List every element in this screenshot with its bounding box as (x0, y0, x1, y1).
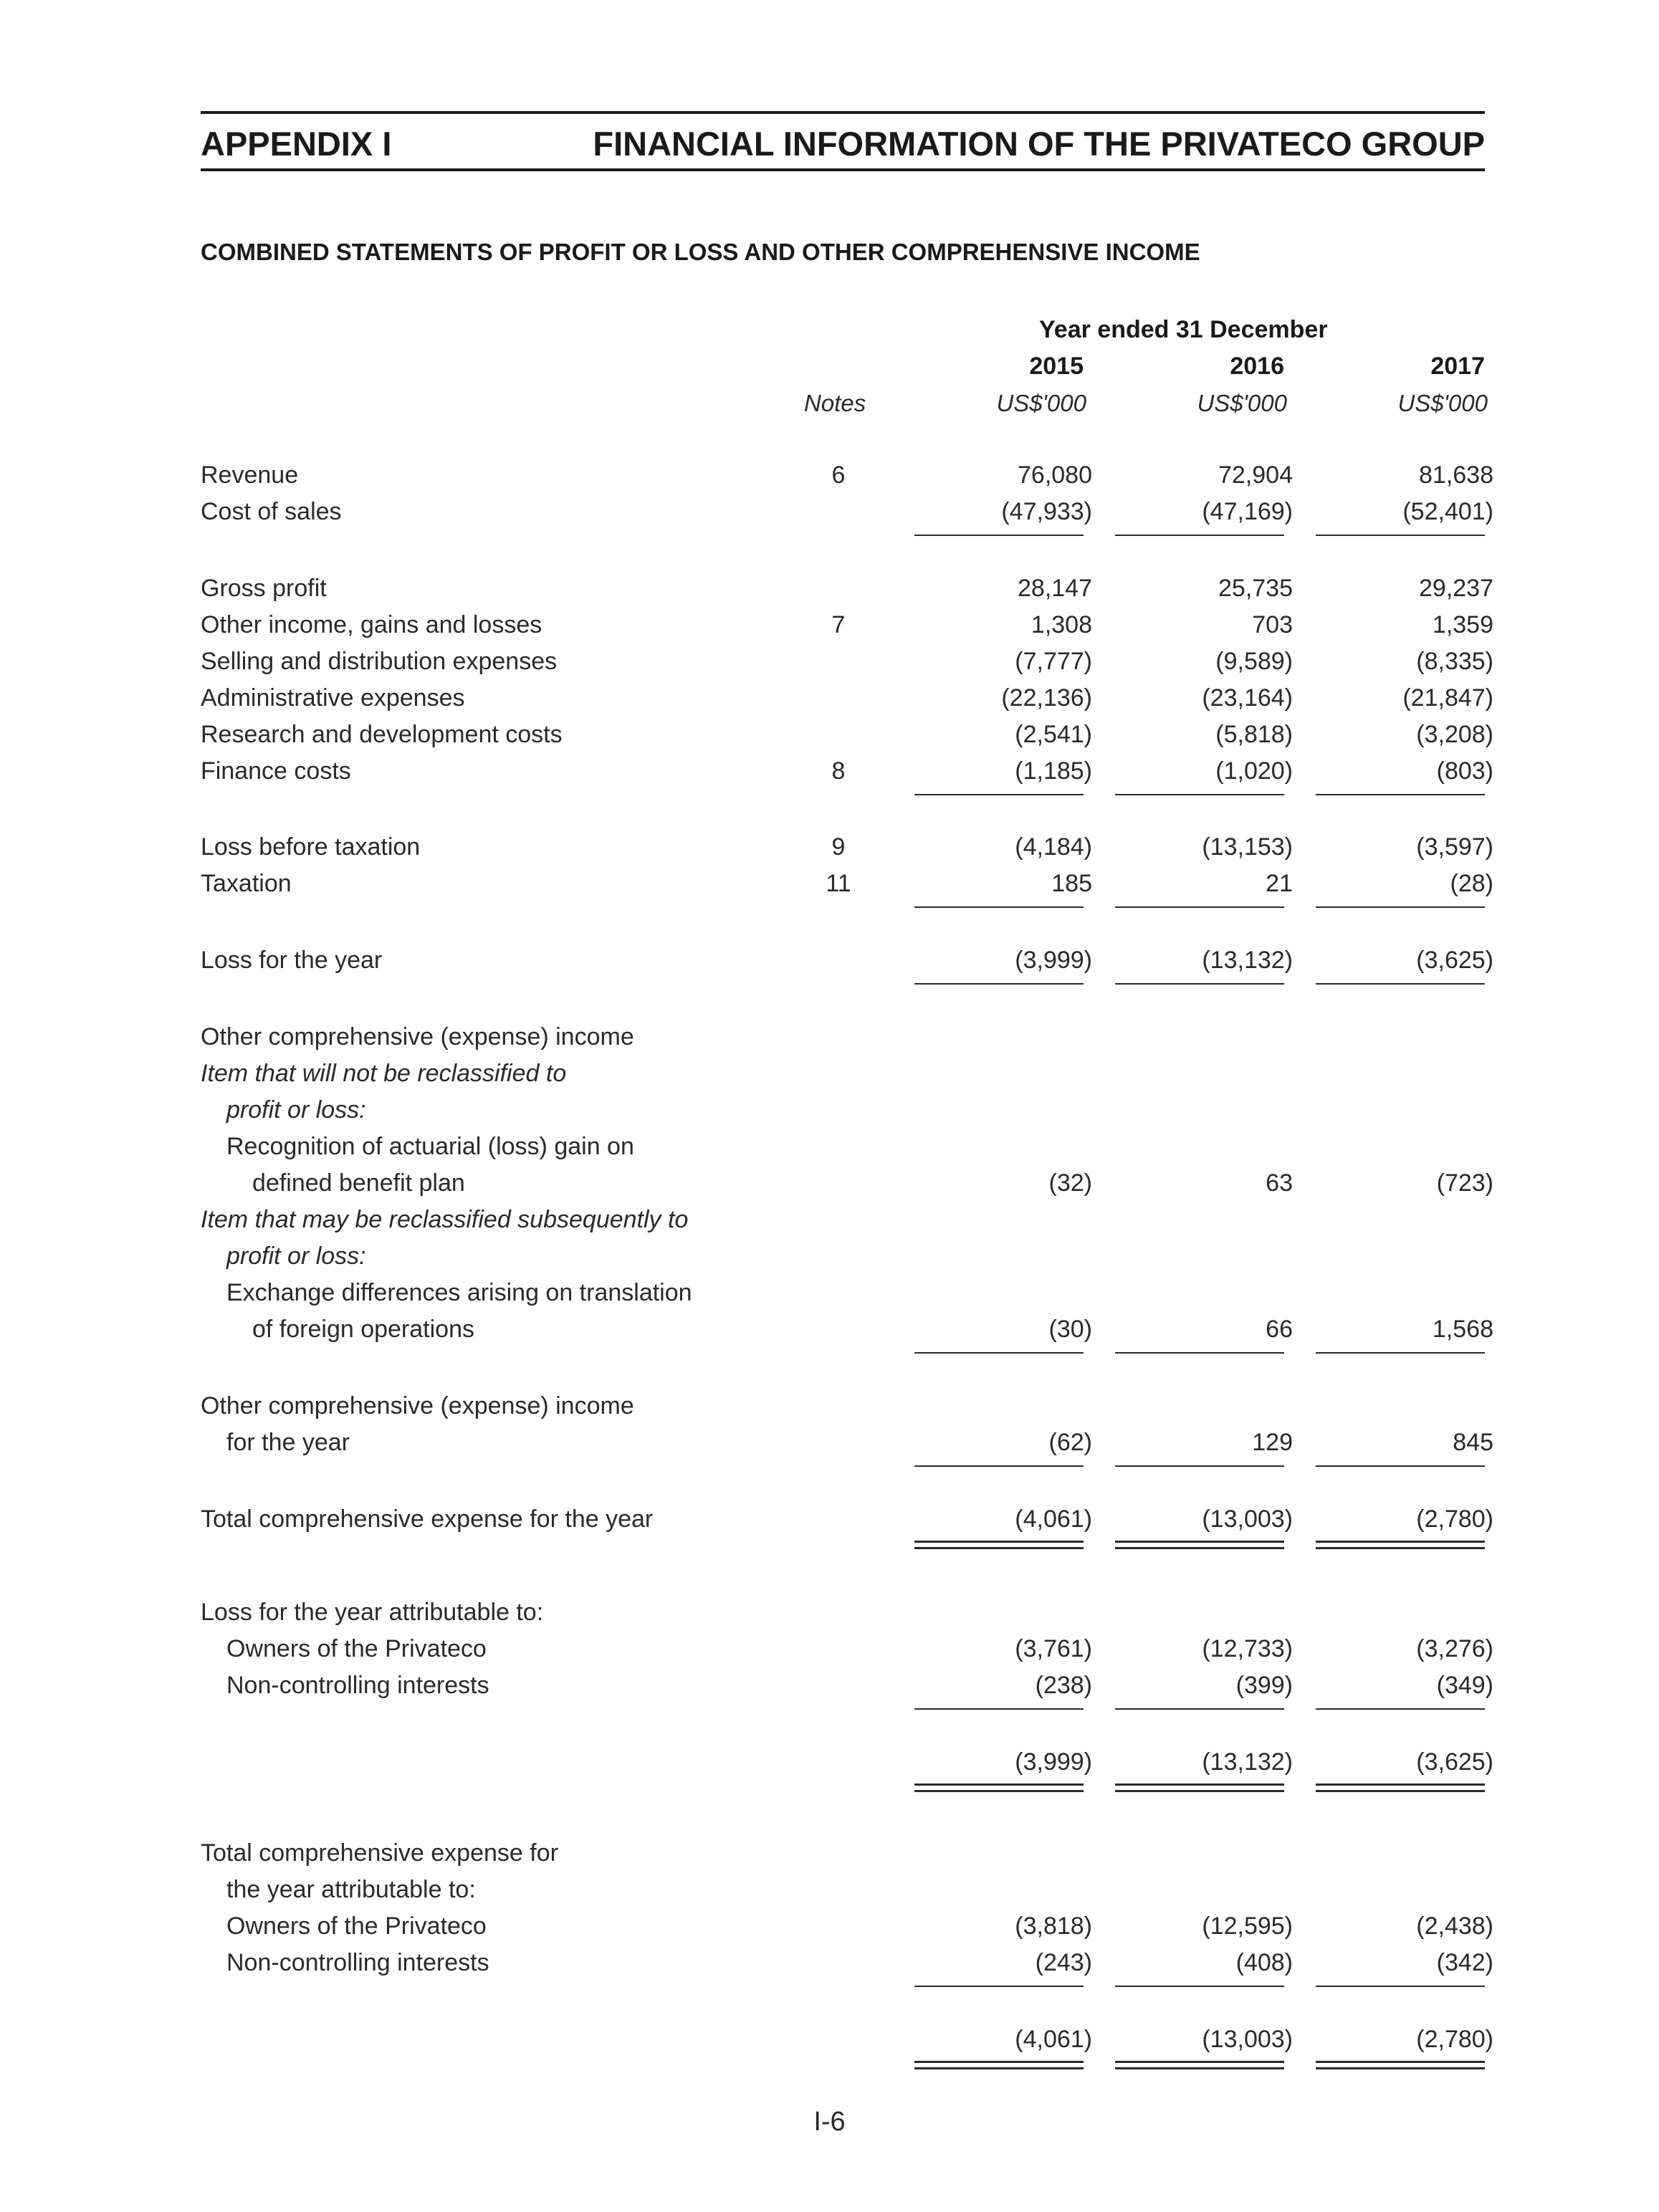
row-finance (0, 757, 1659, 793)
value-2016: (5,818) (1215, 721, 1293, 748)
value-2016: (399) (1235, 1672, 1293, 1699)
period-heading: Year ended 31 December (1039, 316, 1328, 343)
row-label: defined benefit plan (252, 1169, 465, 1197)
value-2017: (3,276) (1416, 1635, 1493, 1662)
year-2015-heading: 2015 (1029, 353, 1084, 380)
value-2015: (3,818) (1015, 1912, 1092, 1940)
value-2015: 1,308 (1031, 611, 1092, 638)
subtotal-rule (1316, 794, 1485, 795)
row-label: Non-controlling interests (226, 1949, 489, 1976)
value-2017: (2,780) (1416, 1505, 1493, 1533)
row-label: Non-controlling interests (226, 1672, 489, 1699)
subtotal-rule (1115, 794, 1284, 795)
value-2015: (62) (1048, 1429, 1092, 1456)
subtotal-rule (1316, 1352, 1485, 1354)
row-actuarial-cont (0, 1169, 1659, 1205)
row-label: Total comprehensive expense for (201, 1839, 558, 1867)
row-may-reclassify (0, 1206, 1659, 1242)
row-label: Item that will not be reclassified to (201, 1060, 567, 1087)
value-2015: (30) (1048, 1316, 1092, 1343)
row-note: 11 (826, 870, 851, 897)
row-label: Administrative expenses (201, 684, 465, 712)
value-2015: (4,184) (1015, 833, 1092, 861)
value-2017: (2,780) (1416, 2026, 1493, 2053)
row-loss-attr-total (0, 1748, 1659, 1784)
row-exchange-cont (0, 1316, 1659, 1351)
subtotal-rule (914, 906, 1084, 908)
appendix-label: APPENDIX I (201, 125, 392, 163)
row-label: of foreign operations (252, 1316, 474, 1343)
row-label: Selling and distribution expenses (201, 648, 558, 675)
year-2017-heading: 2017 (1430, 353, 1485, 380)
value-2015: (22,136) (1001, 684, 1092, 712)
row-note: 8 (831, 757, 846, 785)
notes-heading: Notes (804, 390, 866, 416)
value-2017: (21,847) (1402, 684, 1493, 712)
subtotal-rule (1115, 1465, 1284, 1467)
row-oci-total (0, 1392, 1659, 1428)
total-double-rule (1316, 2061, 1485, 2069)
value-2017: 1,359 (1432, 611, 1493, 638)
value-2017: (52,401) (1402, 498, 1493, 525)
value-2015: (32) (1048, 1169, 1092, 1197)
row-label: for the year (226, 1429, 350, 1456)
value-2016: 129 (1252, 1429, 1293, 1456)
value-2015: (3,761) (1015, 1635, 1092, 1662)
value-2016: (13,003) (1202, 2026, 1293, 2053)
subtotal-rule (1115, 1352, 1284, 1354)
statement-title: COMBINED STATEMENTS OF PROFIT OR LOSS AND OTHER COMPREHENSIVE INCOME (201, 239, 1200, 265)
year-2016-heading: 2016 (1230, 353, 1284, 380)
row-total-comprehensive (0, 1505, 1659, 1541)
value-2017: (803) (1436, 757, 1493, 785)
row-actuarial (0, 1133, 1659, 1169)
value-2015: (4,061) (1015, 1505, 1092, 1533)
row-selling (0, 648, 1659, 684)
row-loss-nci (0, 1672, 1659, 1708)
value-2015: (238) (1035, 1672, 1092, 1699)
value-2016: (47,169) (1202, 498, 1293, 525)
subtotal-rule (914, 794, 1084, 795)
row-label: profit or loss: (226, 1243, 366, 1270)
value-2017: (3,597) (1416, 833, 1493, 861)
subtotal-rule (914, 1352, 1084, 1354)
value-2016: (12,595) (1202, 1912, 1293, 1940)
value-2017: 1,568 (1432, 1316, 1493, 1343)
subtotal-rule (1316, 1708, 1485, 1710)
total-double-rule (1316, 1784, 1485, 1792)
row-label: Recognition of actuarial (loss) gain on (226, 1133, 634, 1160)
row-tce-nci (0, 1949, 1659, 1985)
value-2017: (723) (1436, 1169, 1493, 1197)
row-oci-total-cont (0, 1429, 1659, 1465)
value-2017: 845 (1453, 1429, 1493, 1456)
row-tce-owners (0, 1912, 1659, 1948)
subtotal-rule (1115, 983, 1284, 985)
value-2016: (13,132) (1202, 1748, 1293, 1776)
subtotal-rule (1316, 1986, 1485, 1987)
value-2017: (342) (1436, 1949, 1493, 1976)
row-label: Finance costs (201, 757, 351, 785)
subtotal-rule (1115, 1986, 1284, 1987)
row-note: 6 (831, 461, 846, 489)
value-2015: (2,541) (1015, 721, 1092, 748)
page-header (201, 111, 1485, 171)
row-loss-attr-heading (0, 1599, 1659, 1634)
total-double-rule (1115, 1784, 1284, 1792)
value-2015: (7,777) (1015, 648, 1092, 675)
row-label: Cost of sales (201, 498, 342, 525)
row-label: Research and development costs (201, 721, 563, 748)
value-2016: 66 (1266, 1316, 1293, 1343)
total-double-rule (914, 1784, 1084, 1792)
value-2015: (1,185) (1015, 757, 1092, 785)
value-2016: 703 (1252, 611, 1293, 638)
subtotal-rule (914, 1986, 1084, 1987)
value-2016: (1,020) (1215, 757, 1293, 785)
row-tce-attr-heading-cont (0, 1876, 1659, 1912)
row-other-income (0, 611, 1659, 647)
unit-2016: US$'000 (1197, 390, 1287, 416)
value-2016: (13,153) (1202, 833, 1293, 861)
row-admin (0, 684, 1659, 720)
subtotal-rule (1316, 983, 1485, 985)
total-double-rule (914, 1541, 1084, 1549)
row-label: the year attributable to: (226, 1876, 476, 1903)
value-2017: (3,625) (1416, 947, 1493, 974)
row-exchange (0, 1279, 1659, 1315)
value-2017: 81,638 (1419, 461, 1493, 489)
value-2015: (243) (1035, 1949, 1092, 1976)
subtotal-rule (1316, 535, 1485, 536)
total-double-rule (1316, 1541, 1485, 1549)
subtotal-rule (914, 1465, 1084, 1467)
row-may-reclassify-cont (0, 1243, 1659, 1278)
row-label: Exchange differences arising on translation (226, 1279, 692, 1306)
value-2016: 21 (1266, 870, 1293, 897)
row-revenue (0, 461, 1659, 497)
row-label: Revenue (201, 461, 299, 489)
value-2017: 29,237 (1419, 575, 1493, 602)
row-label: Gross profit (201, 575, 327, 602)
value-2015: (3,999) (1015, 1748, 1092, 1776)
value-2016: (9,589) (1215, 648, 1293, 675)
row-label: Loss for the year attributable to: (201, 1599, 544, 1626)
value-2016: 63 (1266, 1169, 1293, 1197)
value-2016: (23,164) (1202, 684, 1293, 712)
value-2017: (8,335) (1416, 648, 1493, 675)
value-2015: (3,999) (1015, 947, 1092, 974)
subtotal-rule (1316, 906, 1485, 908)
row-label: Other comprehensive (expense) income (201, 1023, 634, 1050)
row-label: profit or loss: (226, 1096, 366, 1124)
row-note: 9 (831, 833, 846, 861)
value-2016: 72,904 (1218, 461, 1293, 489)
value-2016: (408) (1235, 1949, 1293, 1976)
value-2015: 28,147 (1018, 575, 1092, 602)
row-label: Owners of the Privateco (226, 1912, 487, 1940)
row-not-reclassified-cont (0, 1096, 1659, 1132)
value-2016: 25,735 (1218, 575, 1293, 602)
total-double-rule (1115, 1541, 1284, 1549)
row-gross-profit (0, 575, 1659, 611)
row-label: Other comprehensive (expense) income (201, 1392, 634, 1419)
value-2015: 185 (1051, 870, 1092, 897)
subtotal-rule (1316, 1465, 1485, 1467)
value-2015: (4,061) (1015, 2026, 1092, 2053)
value-2017: (28) (1450, 870, 1493, 897)
value-2015: (47,933) (1001, 498, 1092, 525)
subtotal-rule (1115, 535, 1284, 536)
appendix-title: FINANCIAL INFORMATION OF THE PRIVATECO GROUP (593, 125, 1485, 163)
row-loss-for-year (0, 947, 1659, 982)
subtotal-rule (1115, 906, 1284, 908)
value-2016: (13,003) (1202, 1505, 1293, 1533)
row-cost-of-sales (0, 498, 1659, 534)
row-oci-heading (0, 1023, 1659, 1059)
subtotal-rule (1115, 1708, 1284, 1710)
row-label: Taxation (201, 870, 292, 897)
row-label: Loss for the year (201, 947, 383, 974)
subtotal-rule (914, 983, 1084, 985)
row-note: 7 (831, 611, 846, 638)
subtotal-rule (914, 1708, 1084, 1710)
unit-2017: US$'000 (1397, 390, 1488, 416)
row-label: Loss before taxation (201, 833, 421, 861)
page-number: I-6 (813, 2107, 846, 2137)
value-2016: (12,733) (1202, 1635, 1293, 1662)
value-2017: (3,625) (1416, 1748, 1493, 1776)
row-label: Total comprehensive expense for the year (201, 1505, 654, 1533)
value-2017: (3,208) (1416, 721, 1493, 748)
value-2017: (349) (1436, 1672, 1493, 1699)
total-double-rule (1115, 2061, 1284, 2069)
row-loss-before-tax (0, 833, 1659, 869)
value-2017: (2,438) (1416, 1912, 1493, 1940)
row-tce-attr-heading (0, 1839, 1659, 1875)
row-label: Owners of the Privateco (226, 1635, 487, 1662)
row-loss-owners (0, 1635, 1659, 1671)
unit-2015: US$'000 (996, 390, 1086, 416)
value-2016: (13,132) (1202, 947, 1293, 974)
row-not-reclassified (0, 1060, 1659, 1096)
value-2015: 76,080 (1018, 461, 1092, 489)
total-double-rule (914, 2061, 1084, 2069)
row-label: Other income, gains and losses (201, 611, 542, 638)
row-rnd (0, 721, 1659, 757)
row-taxation (0, 870, 1659, 906)
subtotal-rule (914, 535, 1084, 536)
row-label: Item that may be reclassified subsequently to (201, 1206, 689, 1233)
row-tce-total (0, 2026, 1659, 2062)
